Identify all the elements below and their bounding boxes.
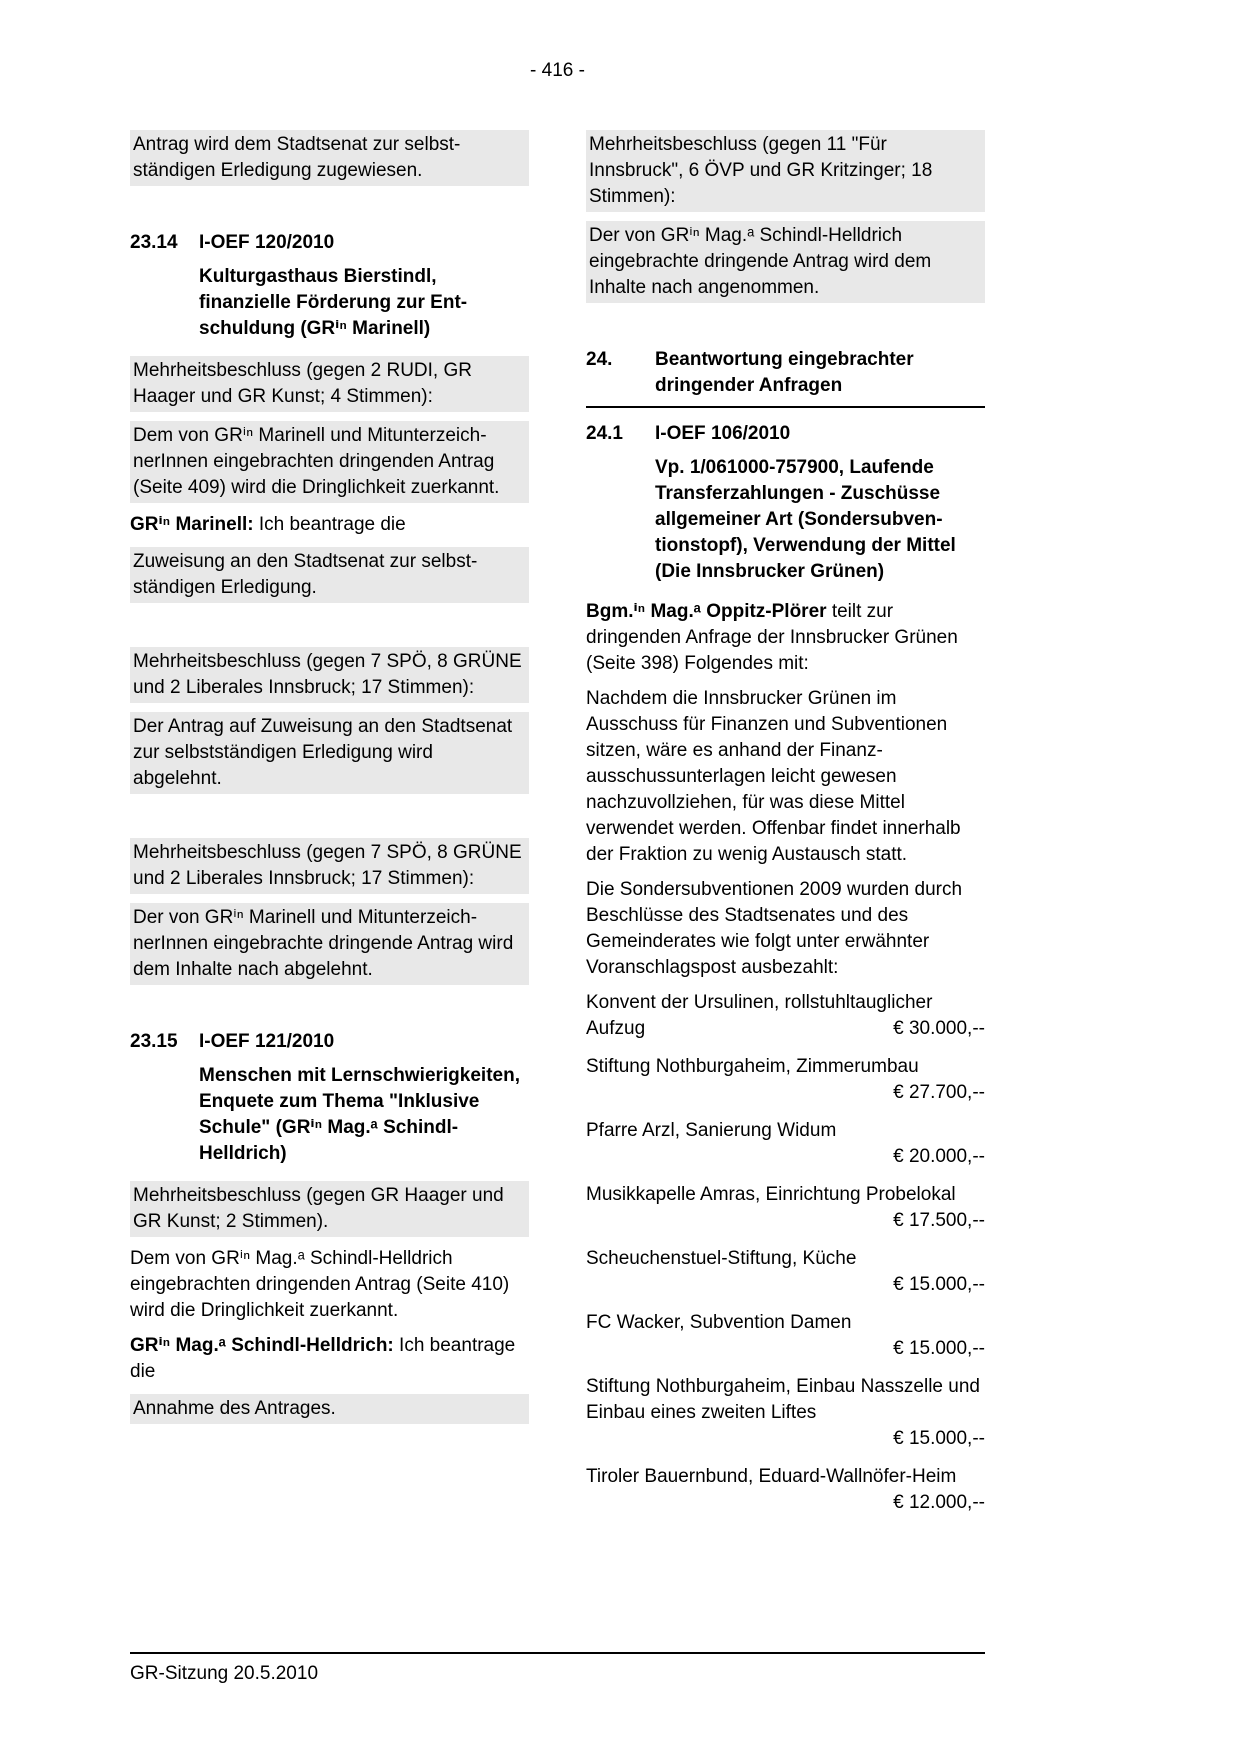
- subvention-amount: € 20.000,--: [893, 1146, 985, 1167]
- subvention-amount: € 30.000,--: [893, 1018, 985, 1039]
- subvention-name: Tiroler Bauernbund, Eduard-Wallnöfer-Heim: [586, 1466, 957, 1487]
- page-number: - 416 -: [530, 60, 585, 81]
- vote-result: Mehrheitsbeschluss (gegen 11 "Für Innsbruck", 6 ÖVP und GR Kritzinger; 18 Stimmen):: [586, 130, 985, 212]
- decision-urgency: Dem von GRⁱⁿ Marinell und MitunterzeichnerInnen eingebrachten dringenden Antrag (Seite 409) wird die Dringlichkeit zuerkannt.: [130, 421, 529, 503]
- body-paragraph: Nachdem die Innsbrucker Grünen im Ausschuss für Finanzen und Subventionen sitzen, wäre es anhand der Finanzausschussunterlagen leicht gewesen nachzuvollziehen, für was diese Mittel verwendet werden. Offenbar findet innerhalb der Fraktion zu wenig Austausch statt.: [586, 688, 961, 865]
- section-heading-24: [586, 347, 985, 408]
- agenda-code: I-OEF 106/2010: [655, 423, 791, 444]
- subvention-name: Stiftung Nothburgaheim, Zimmerumbau: [586, 1056, 919, 1077]
- subvention-name: Scheuchenstuel-Stiftung, Küche: [586, 1248, 857, 1269]
- subvention-name: Pfarre Arzl, Sanierung Widum: [586, 1120, 837, 1141]
- agenda-title-24-1: Vp. 1/061000-757900, Laufende Transferzahlungen - Zuschüsse allgemeiner Art (Sondersubventionstopf), Verwendung der Mittel (Die Innsbrucker Grünen): [655, 457, 956, 582]
- section-number: 24.: [586, 349, 613, 370]
- footer-text: GR-Sitzung 20.5.2010: [130, 1663, 319, 1684]
- subvention-name: FC Wacker, Subvention Damen: [586, 1312, 852, 1333]
- speaker-text: teilt zur dringenden Anfrage der Innsbrucker Grünen (Seite 398) Folgendes mit:: [586, 601, 958, 674]
- motion-text: Zuweisung an den Stadtsenat zur selbstständigen Erledigung.: [130, 547, 529, 603]
- right-column: [586, 130, 985, 1528]
- subvention-amount: € 12.000,--: [893, 1492, 985, 1513]
- speaker-text: Ich beantrage die: [258, 514, 406, 535]
- agenda-heading-23-14: [130, 230, 529, 256]
- agenda-code: I-OEF 120/2010: [199, 232, 335, 253]
- decision-text: Der von GRⁱⁿ Mag.ᵃ Schindl-Helldrich eingebrachte dringende Antrag wird dem Inhalte nach angenommen.: [586, 221, 985, 303]
- speaker-name: Bgm.ⁱⁿ Mag.ᵃ Oppitz-Plörer: [586, 601, 827, 622]
- agenda-title-23-14: Kulturgasthaus Bierstindl, finanzielle Förderung zur Entschuldung (GRⁱⁿ Marinell): [199, 266, 468, 339]
- agenda-number: 24.1: [586, 423, 623, 444]
- left-column: [130, 130, 529, 1433]
- body-paragraph: Die Sondersubventionen 2009 wurden durch Beschlüsse des Stadtsenates und des Gemeinderates wie folgt unter erwähnter Voranschlagspost ausbezahlt:: [586, 879, 963, 978]
- subvention-item: [586, 990, 985, 1042]
- subvention-amount: € 15.000,--: [893, 1338, 985, 1359]
- speaker-name: GRⁱⁿ Marinell:: [130, 514, 254, 535]
- section-title: Beantwortung eingebrachter dringender Anfragen: [655, 349, 914, 396]
- motion-text: Annahme des Antrages.: [130, 1394, 529, 1424]
- two-column-layout: [130, 130, 985, 1528]
- subvention-item: [586, 1374, 985, 1452]
- agenda-heading-23-15: [130, 1029, 529, 1055]
- assignment-note: Antrag wird dem Stadtsenat zur selbstständigen Erledigung zugewiesen.: [130, 130, 529, 186]
- answer-intro: [586, 599, 985, 677]
- vote-result: Mehrheitsbeschluss (gegen 7 SPÖ, 8 GRÜNE und 2 Liberales Innsbruck; 17 Stimmen):: [130, 647, 529, 703]
- subvention-name: Konvent der Ursulinen, rollstuhltauglicher Aufzug: [586, 992, 933, 1039]
- page-content: [130, 0, 985, 1528]
- agenda-number: 23.14: [130, 232, 178, 253]
- speaker-text: Ich beantrage die: [130, 1335, 516, 1382]
- subvention-name: Musikkapelle Amras, Einrichtung Probelokal: [586, 1184, 956, 1205]
- subvention-item: [586, 1464, 985, 1516]
- agenda-heading-24-1: [586, 421, 985, 447]
- decision-urgency: Dem von GRⁱⁿ Mag.ᵃ Schindl-Helldrich eingebrachten dringenden Antrag (Seite 410) wird die Dringlichkeit zuerkannt.: [130, 1248, 510, 1321]
- agenda-number: 23.15: [130, 1031, 178, 1052]
- vote-result: Mehrheitsbeschluss (gegen 7 SPÖ, 8 GRÜNE und 2 Liberales Innsbruck; 17 Stimmen):: [130, 838, 529, 894]
- agenda-title-23-15: Menschen mit Lernschwierigkeiten, Enquete zum Thema "Inklusive Schule" (GRⁱⁿ Mag.ᵃ Schindl-Helldrich): [199, 1065, 520, 1164]
- subvention-amount: € 27.700,--: [893, 1082, 985, 1103]
- subvention-item: [586, 1310, 985, 1362]
- subvention-amount: € 15.000,--: [893, 1428, 985, 1449]
- subvention-amount: € 15.000,--: [893, 1274, 985, 1295]
- decision-text: Der Antrag auf Zuweisung an den Stadtsenat zur selbstständigen Erledigung wird abgelehnt.: [130, 712, 529, 794]
- subvention-item: [586, 1182, 985, 1234]
- decision-text: Der von GRⁱⁿ Marinell und MitunterzeichnerInnen eingebrachte dringende Antrag wird dem Inhalte nach abgelehnt.: [130, 903, 529, 985]
- subvention-item: [586, 1118, 985, 1170]
- speaker-line: [130, 1333, 529, 1385]
- speaker-line: [130, 512, 529, 538]
- subvention-item: [586, 1246, 985, 1298]
- page-footer: [130, 1652, 985, 1687]
- speaker-name: GRⁱⁿ Mag.ᵃ Schindl-Helldrich:: [130, 1335, 394, 1356]
- vote-result: Mehrheitsbeschluss (gegen 2 RUDI, GR Haager und GR Kunst; 4 Stimmen):: [130, 356, 529, 412]
- subvention-amount: € 17.500,--: [893, 1210, 985, 1231]
- agenda-code: I-OEF 121/2010: [199, 1031, 335, 1052]
- vote-result: Mehrheitsbeschluss (gegen GR Haager und GR Kunst; 2 Stimmen).: [130, 1181, 529, 1237]
- subvention-item: [586, 1054, 985, 1106]
- subvention-name: Stiftung Nothburgaheim, Einbau Nasszelle und Einbau eines zweiten Liftes: [586, 1376, 980, 1423]
